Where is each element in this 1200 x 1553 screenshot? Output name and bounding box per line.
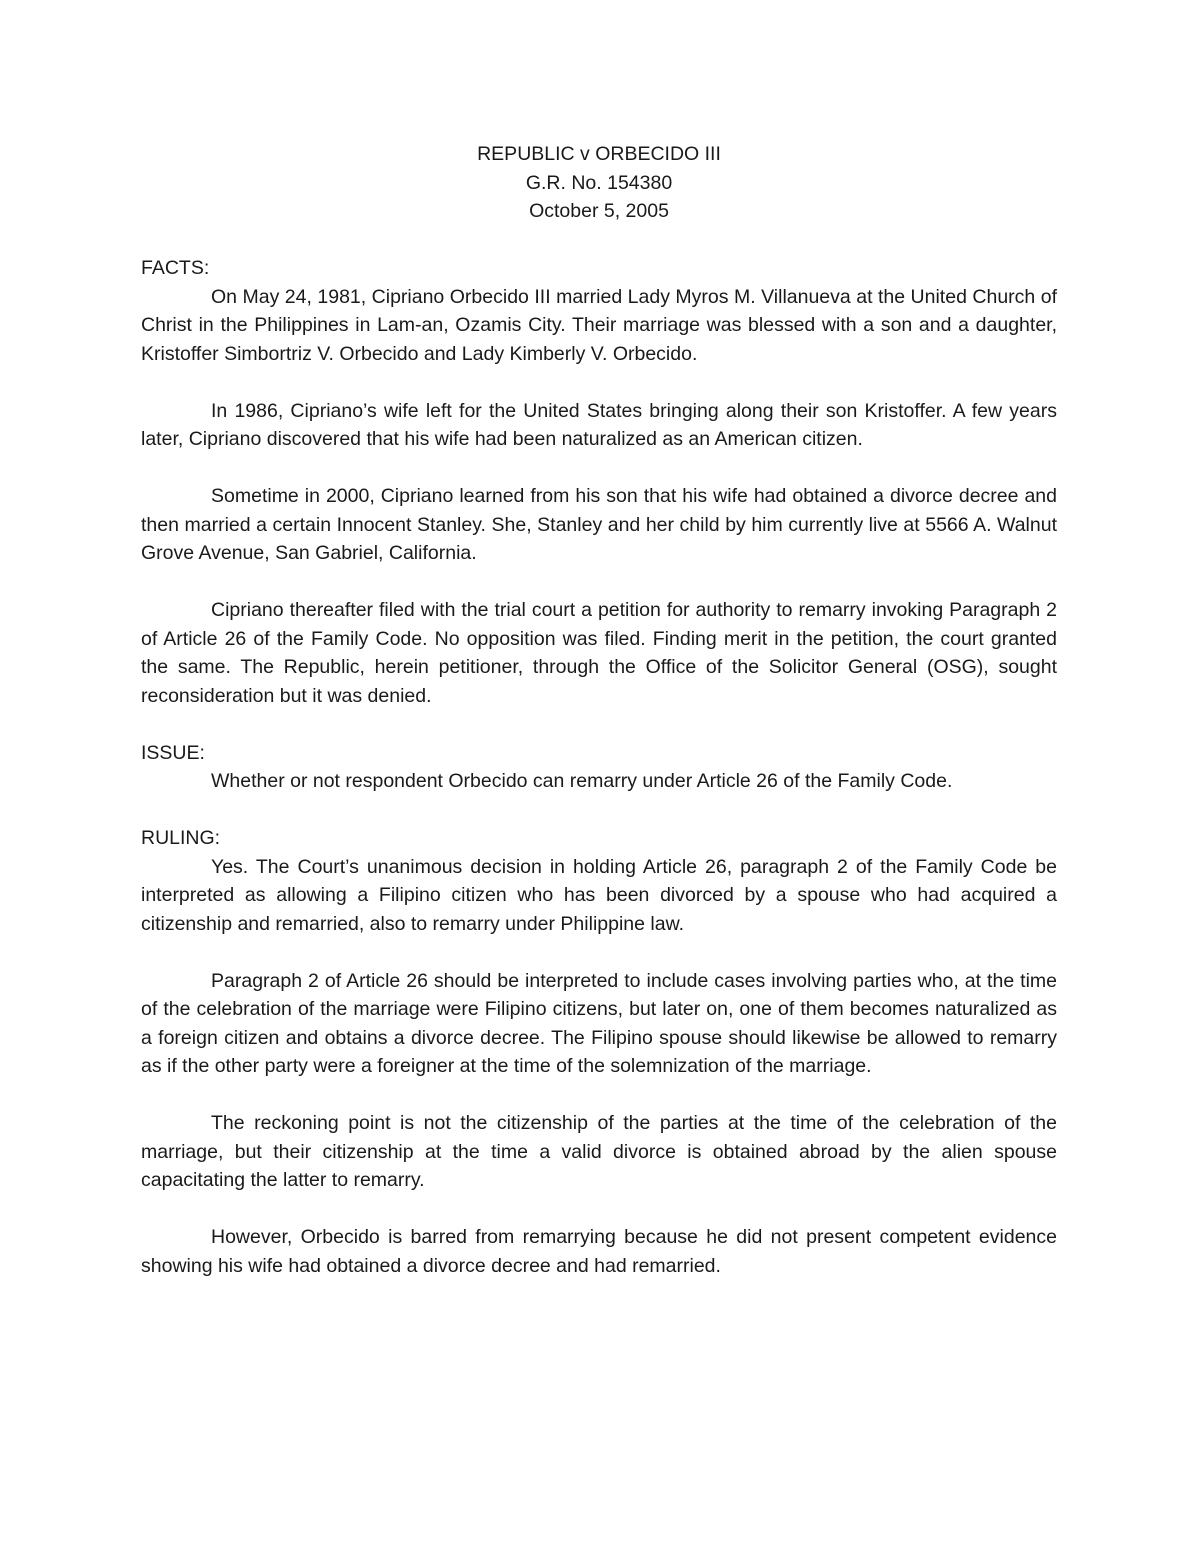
facts-paragraph: In 1986, Cipriano’s wife left for the United States bringing along their son Kristoffer. A few years later, Cipriano discovered that his wife had been naturalized as an American citizen.	[141, 399, 1057, 450]
facts-paragraph: On May 24, 1981, Cipriano Orbecido III married Lady Myros M. Villanueva at the United Church of Christ in the Philippines in Lam-an, Ozamis City. Their marriage was blessed with a son and a daughter, Kristoffer Simbortriz V. Orbecido and Lady Kimberly V. Orbecido.	[141, 285, 1057, 365]
case-date: October 5, 2005	[529, 200, 669, 222]
issue-heading: ISSUE:	[141, 741, 205, 764]
case-gr-number: G.R. No. 154380	[525, 171, 673, 194]
facts-heading: FACTS:	[141, 257, 210, 279]
case-title: REPUBLIC v ORBECIDO III	[477, 143, 721, 165]
ruling-paragraph: However, Orbecido is barred from remarrying because he did not present competent evidence showing his wife had obtained a divorce decree and had remarried.	[141, 1226, 1057, 1277]
case-header	[141, 140, 1057, 226]
document-page	[141, 140, 1057, 1280]
facts-paragraph: Sometime in 2000, Cipriano learned from his son that his wife had obtained a divorce decree and then married a certain Innocent Stanley. She, Stanley and her child by him currently live at 5566 A. Walnut Grove Avenue, San Gabriel, California.	[141, 485, 1057, 564]
issue-text: Whether or not respondent Orbecido can remarry under Article 26 of the Family Code.	[211, 770, 953, 792]
ruling-heading: RULING:	[141, 827, 221, 849]
ruling-paragraph: Paragraph 2 of Article 26 should be interpreted to include cases involving parties who, at the time of the celebration of the marriage were Filipino citizens, but later on, one of them becomes naturalized as a foreign citizen and obtains a divorce decree. The Filipino spouse should likewise be allowed to remarry as if the other party were a foreigner at the time of the solemnization of the marriage.	[141, 969, 1057, 1077]
ruling-paragraph: The reckoning point is not the citizenship of the parties at the time of the celebration of the marriage, but their citizenship at the time a valid divorce is obtained abroad by the alien spouse capacitating the latter to remarry.	[141, 1112, 1057, 1191]
facts-paragraph: Cipriano thereafter filed with the trial court a petition for authority to remarry invoking Paragraph 2 of Article 26 of the Family Code. No opposition was filed. Finding merit in the petition, the court granted the same. The Republic, herein petitioner, through the Office of the Solicitor General (OSG), sought reconsideration but it was denied.	[141, 599, 1057, 707]
ruling-paragraph: Yes. The Court’s unanimous decision in holding Article 26, paragraph 2 of the Family Code be interpreted as allowing a Filipino citizen who has been divorced by a spouse who had acquired a citizenship and remarried, also to remarry under Philippine law.	[141, 855, 1057, 935]
